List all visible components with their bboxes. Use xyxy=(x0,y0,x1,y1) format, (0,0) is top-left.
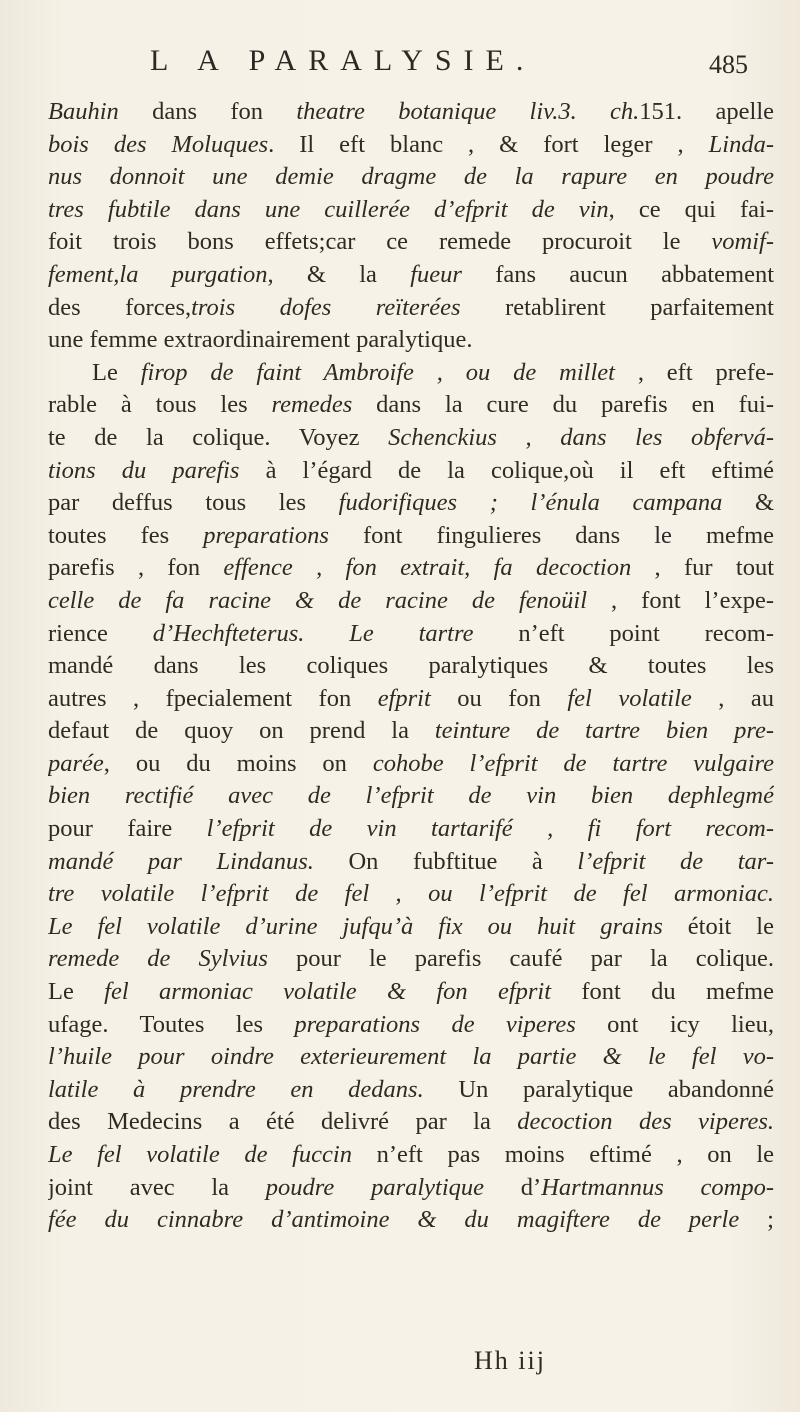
text-run: firop de faint Ambroife , ou de millet xyxy=(140,358,615,386)
text-run: des forces, xyxy=(48,293,192,321)
text-run: efprit xyxy=(377,684,431,712)
text-run: Le fel volatile d’urine jufqu’à fix ou huit grains xyxy=(48,912,663,940)
text-run: tions du parefis xyxy=(48,456,240,484)
text-run: remede de Sylvius xyxy=(48,945,268,973)
text-run: ou fon xyxy=(430,684,568,712)
text-run: preparations de viperes xyxy=(294,1010,576,1038)
text-run: , ou du moins on xyxy=(103,749,373,777)
text-run: parefis , fon xyxy=(48,554,224,582)
text-line xyxy=(48,878,774,911)
text-run: pour le parefis caufé par la colique. xyxy=(267,945,774,973)
text-run: trois dofes reïterées xyxy=(191,293,461,321)
text-line xyxy=(48,161,774,194)
text-run: font du mefme xyxy=(551,978,774,1006)
text-run: Bauhin xyxy=(48,98,119,125)
text-run: joint avec la xyxy=(48,1173,266,1201)
text-line xyxy=(48,389,774,422)
text-run: n’eft point recom- xyxy=(473,619,774,647)
text-run: d’ xyxy=(484,1173,542,1201)
text-run: fans aucun abbatement xyxy=(461,260,774,288)
text-line xyxy=(48,650,774,683)
text-run: ont icy lieu, xyxy=(575,1010,774,1038)
text-line xyxy=(48,324,774,357)
text-run: remedes xyxy=(271,391,353,419)
text-run: , & la xyxy=(267,260,411,288)
text-run: Hartmannus compo- xyxy=(541,1173,774,1201)
text-line xyxy=(48,780,774,813)
text-run: teinture de tartre bien pre- xyxy=(434,717,774,745)
text-run: tre volatile l’efprit de fel , ou l’efprit de fel armoniac. xyxy=(48,880,774,908)
text-line xyxy=(48,520,774,553)
text-run: font fingulieres dans le mefme xyxy=(328,521,774,549)
text-line xyxy=(48,194,774,227)
text-run: nus donnoit une demie dragme de la rapure en poudre xyxy=(48,163,774,191)
text-line xyxy=(48,487,774,520)
text-run: Un paralytique abandonné xyxy=(423,1075,774,1103)
text-line xyxy=(48,226,774,259)
text-line xyxy=(48,1139,774,1172)
text-run: fée du cinnabre d’antimoine & du magiftere de perle xyxy=(48,1206,740,1234)
running-title-tail: ARALYSIE. xyxy=(274,44,536,77)
text-run: par deffus tous les xyxy=(48,489,339,517)
text-run: dans la cure du parefis en fui- xyxy=(352,391,774,419)
page-header xyxy=(150,44,770,94)
text-line xyxy=(48,129,774,162)
text-line xyxy=(48,618,774,651)
text-run: , font l’expe- xyxy=(587,586,774,614)
text-run: n’eft pas moins eftimé , on le xyxy=(351,1141,774,1168)
text-run: une femme extraordinairement paralytique. xyxy=(48,326,473,354)
text-line xyxy=(48,813,774,846)
text-run: On fubftitue à xyxy=(313,847,578,875)
text-run: bien rectifié avec de l’efprit de vin bien dephlegmé xyxy=(48,782,774,810)
text-line xyxy=(48,715,774,748)
text-run: Schenckius , dans les obfervá- xyxy=(388,423,774,451)
text-run: autres , fpecialement fon xyxy=(48,684,378,712)
running-title-initial: L xyxy=(150,44,180,77)
text-line xyxy=(48,1172,774,1205)
text-run: fel volatile xyxy=(567,684,692,712)
text-run: celle de fa racine & de racine de fenoüil xyxy=(48,586,588,614)
text-line xyxy=(48,1009,774,1042)
text-run: ufage. Toutes les xyxy=(48,1010,295,1038)
text-run: bois des Moluques xyxy=(48,130,269,158)
text-run: l’huile pour oindre exterieurement la partie & le fel vo- xyxy=(48,1043,774,1071)
text-run: effence , fon extrait, fa decoction xyxy=(223,554,632,582)
text-run: mandé dans les coliques paralytiques & toutes les xyxy=(48,652,774,680)
text-line xyxy=(48,1041,774,1074)
text-run: des Medecins a été delivré par la xyxy=(48,1108,518,1136)
text-line xyxy=(48,1204,774,1237)
text-run: fueur xyxy=(410,260,462,288)
text-line xyxy=(48,259,774,292)
text-run: fudorifiques ; l’énula campana xyxy=(338,489,723,517)
text-run: poudre paralytique xyxy=(265,1173,485,1201)
text-run: à l’égard de la colique,où il eft eftimé xyxy=(239,456,774,484)
text-line xyxy=(48,585,774,618)
text-run: étoit le xyxy=(662,912,774,940)
text-run: 151. apelle xyxy=(639,98,774,125)
text-run: & xyxy=(722,489,774,517)
text-line xyxy=(48,552,774,585)
text-run: Le xyxy=(48,978,105,1006)
text-run: preparations xyxy=(203,521,329,549)
running-title xyxy=(150,44,535,78)
text-line xyxy=(48,976,774,1009)
page-number: 485 xyxy=(709,50,748,79)
text-line xyxy=(48,357,774,390)
text-run: retablirent parfaitement xyxy=(460,293,774,321)
text-line xyxy=(48,96,774,129)
text-run: fel armoniac volatile & fon efprit xyxy=(104,978,552,1006)
text-run: l’efprit de vin tartarifé , fi fort recom- xyxy=(206,815,774,843)
text-run: . Il eft blanc , & fort leger , xyxy=(268,130,709,158)
text-run: theatre botanique liv. xyxy=(296,98,559,125)
text-line xyxy=(48,911,774,944)
text-run: , eft prefe- xyxy=(614,358,774,386)
text-run: Linda- xyxy=(708,130,774,158)
text-run: , au xyxy=(691,684,774,712)
text-line xyxy=(48,748,774,781)
text-run: rable à tous les xyxy=(48,391,272,419)
text-run: cohobe l’efprit de tartre vulgaire xyxy=(372,749,774,777)
text-run: 3. xyxy=(558,98,611,125)
text-run: dans fon xyxy=(118,98,297,125)
text-run: vomif- xyxy=(711,228,774,256)
text-run: pour faire xyxy=(48,815,207,843)
text-run: Le fel volatile de fuccin xyxy=(48,1141,352,1168)
text-run: decoction des viperes. xyxy=(517,1108,774,1136)
text-run: toutes fes xyxy=(48,521,204,549)
text-run: , ce qui fai- xyxy=(608,195,774,223)
text-line xyxy=(48,1074,774,1107)
text-run: te de la colique. Voyez xyxy=(48,423,389,451)
body-text xyxy=(48,96,774,1237)
text-line xyxy=(48,422,774,455)
text-run: l’efprit de tar- xyxy=(577,847,774,875)
text-run: mandé par Lindanus. xyxy=(48,847,314,875)
text-line xyxy=(48,455,774,488)
text-line xyxy=(48,846,774,879)
text-run: ; xyxy=(739,1206,774,1234)
text-run: rience xyxy=(48,619,153,647)
text-run: foit trois bons effets;car ce remede procuroit le xyxy=(48,228,712,256)
text-run: Le xyxy=(92,358,141,386)
text-run: ch. xyxy=(610,98,640,125)
text-run: latile à prendre en dedans. xyxy=(48,1075,424,1103)
text-line xyxy=(48,292,774,325)
text-run: , fur tout xyxy=(631,554,774,582)
text-line xyxy=(48,683,774,716)
running-title-middle: A P xyxy=(197,44,275,77)
text-run: fement,la purgation xyxy=(48,260,268,288)
text-run: parée xyxy=(48,749,104,777)
text-run: d’Hechfteterus. Le tartre xyxy=(152,619,474,647)
text-run: defaut de quoy on prend la xyxy=(48,717,435,745)
text-run: tres fubtile dans une cuillerée d’efprit de vin xyxy=(48,195,609,223)
text-line xyxy=(48,943,774,976)
signature-mark: Hh iij xyxy=(474,1346,546,1375)
text-line xyxy=(48,1106,774,1139)
